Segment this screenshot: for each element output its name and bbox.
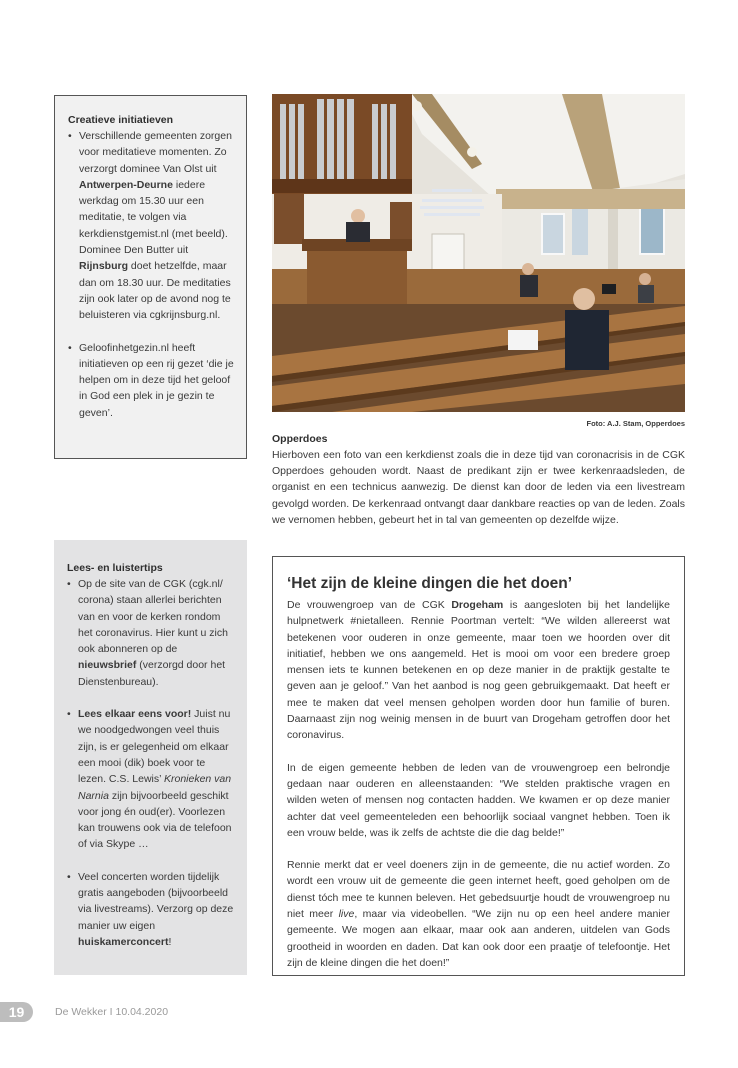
list-item (67, 706, 235, 853)
text-bold: nieuwsbrief (78, 659, 137, 672)
text-run: Rennie merkt dat er veel doeners zijn in de gemeente, die nu actief worden. Zo wordt een vrouw uit de gemeente die geen internet heeft, goed geholpen om de dienst tóch mee te kunnen beleven. Het gebedsuurtje houdt de vrouwengroep nu niet meer (287, 859, 670, 921)
footer-publication: De Wekker I 10.04.2020 (55, 1006, 169, 1018)
page-number: 19 (0, 1002, 33, 1022)
list-item (68, 128, 234, 324)
text-run: (verzorgd door het Dienstenbureau). (78, 659, 226, 688)
sidebar-title: Lees- en luistertips (67, 562, 163, 574)
text-bold: Rijnsburg (79, 260, 128, 273)
article-body: Hierboven een foto van een kerkdienst zoals die in deze tijd van coronacrisis in de CGK Opperdoes gehouden wordt. Naast de predikant zijn er twee kerkenraadsleden, de organist en een technicus aanwezig. De dienst kan door de leden via een livestream gevolgd worden. De kerkenraad ontvangt daar dankbare reacties op van de leden. Zoals we vernomen hebben, gebeurt het in tal van gemeenten op dezelfde wijze. (272, 449, 685, 526)
text-run: doet hetzelfde, maar dan om 18.30 uur. De meditaties zijn ook later op de avond nog te beluisteren via cgkrijnsburg.nl. (79, 260, 231, 322)
article-paragraph (287, 597, 670, 744)
text-run: Juist nu we noodgedwongen veel thuis zijn, is er gelegenheid om elkaar een mooi (dik) boek voor te lezen. C.S. Lewis’ (78, 708, 231, 786)
article-title: Opperdoes (272, 433, 328, 445)
list-item (67, 576, 235, 690)
sidebar-title: Creatieve initiatieven (68, 114, 174, 126)
sidebar-box-reading-tips (54, 540, 247, 975)
list-item (67, 869, 235, 950)
text-run: , maar via videobellen. “We zijn nu op een heel andere manier gemeente. We mogen aan elkaar, maar ook aan anderen, uitdelen van Gods grootheid in woorden en daden. Dat kan ook door een praatje of telefoontje. Het zijn de kleine dingen die het doen!” (287, 908, 671, 969)
church-photo (272, 94, 685, 412)
sidebar-box-creative-initiatives (54, 95, 247, 459)
page-footer (0, 1002, 168, 1022)
article-box-kleine-dingen (272, 556, 685, 976)
text-run: ! (168, 935, 172, 948)
text-italic: Kronieken van Narnia (78, 773, 232, 802)
text-run: De vrouwengroep van de CGK (287, 599, 452, 611)
text-run: is aangesloten bij het landelijke hulpnetwerk #nietalleen. Rennie Poortman vertelt: “We wilden allereerst wat betekenen voor ouderen in onze gemeente, maar toen we hoorden over dit initiatief, hebben we ons aangemeld. Het is mooi om voor een bredere groep mensen iets te kunnen betekenen en op deze manier in de praktijk gestalte te geven aan je geloof.” Van het aanbod is nog geen gebruikgemaakt. Dat heeft er mee te maken dat veel mensen geholpen worden door hun familie of buren. Daarnaast zijn nog weinig mensen in de buurt van Drogeham getroffen door het coronavirus. (287, 599, 670, 742)
text-bold: Lees elkaar eens voor! (78, 708, 192, 721)
text-run: Op de site van de CGK (cgk.nl/ corona) staan allerlei berichten van en voor de kerken rondom het coronavirus. Hier kunt u zich ook abonneren op de (78, 578, 228, 656)
text-bold: huiskamerconcert (78, 935, 169, 948)
text-run: Veel concerten worden tijdelijk gratis aangeboden (bijvoorbeeld via livestreams). Verzorg op deze manier uw eigen (78, 870, 234, 932)
bullet-list (68, 128, 234, 421)
article-paragraph: In de eigen gemeente hebben de leden van de vrouwengroep een belrondje gedaan naar ouderen en alleenstaanden: “We stelden praktische vragen en wilden weten of mensen nog contacten hadden. We kwamen er op deze manier achter dat veel gemeenteleden een behoorlijk sociaal vangnet hebben. Toen ik een vrouw belde, was ik zelfs de achtste die die dag belde!” (287, 761, 670, 839)
list-item: • Geloofinhetgezin.nl heeft initiatieven op een rij gezet ‘die je helpen om in deze tijd het geloof in God een plek in je gezin te geven’. (68, 340, 234, 421)
bullet-list (67, 576, 235, 950)
text-italic: live (338, 908, 355, 921)
article-title: ‘Het zijn de kleine dingen die het doen’ (287, 575, 573, 592)
text-run: Verschillende gemeenten zorgen voor meditatieve momenten. Zo verzorgt dominee Van Olst uit (79, 130, 232, 175)
article-opperdoes (272, 432, 685, 528)
text-bold: Drogeham (451, 599, 504, 611)
text-bold: Antwerpen-Deurne (79, 178, 173, 191)
text-run: zijn bijvoorbeeld geschikt voor jong én oud(er). Voorlezen kan trouwens ook via de telefoon of via Skype … (78, 789, 232, 851)
article-paragraph (287, 857, 670, 971)
photo-caption: Foto: A.J. Stam, Opperdoes (586, 419, 685, 428)
text-run: iedere werkdag om 15.30 uur een meditatie, te volgen via kerkdienstgemist.nl (met beeld). Dominee Den Butter uit (79, 178, 228, 257)
